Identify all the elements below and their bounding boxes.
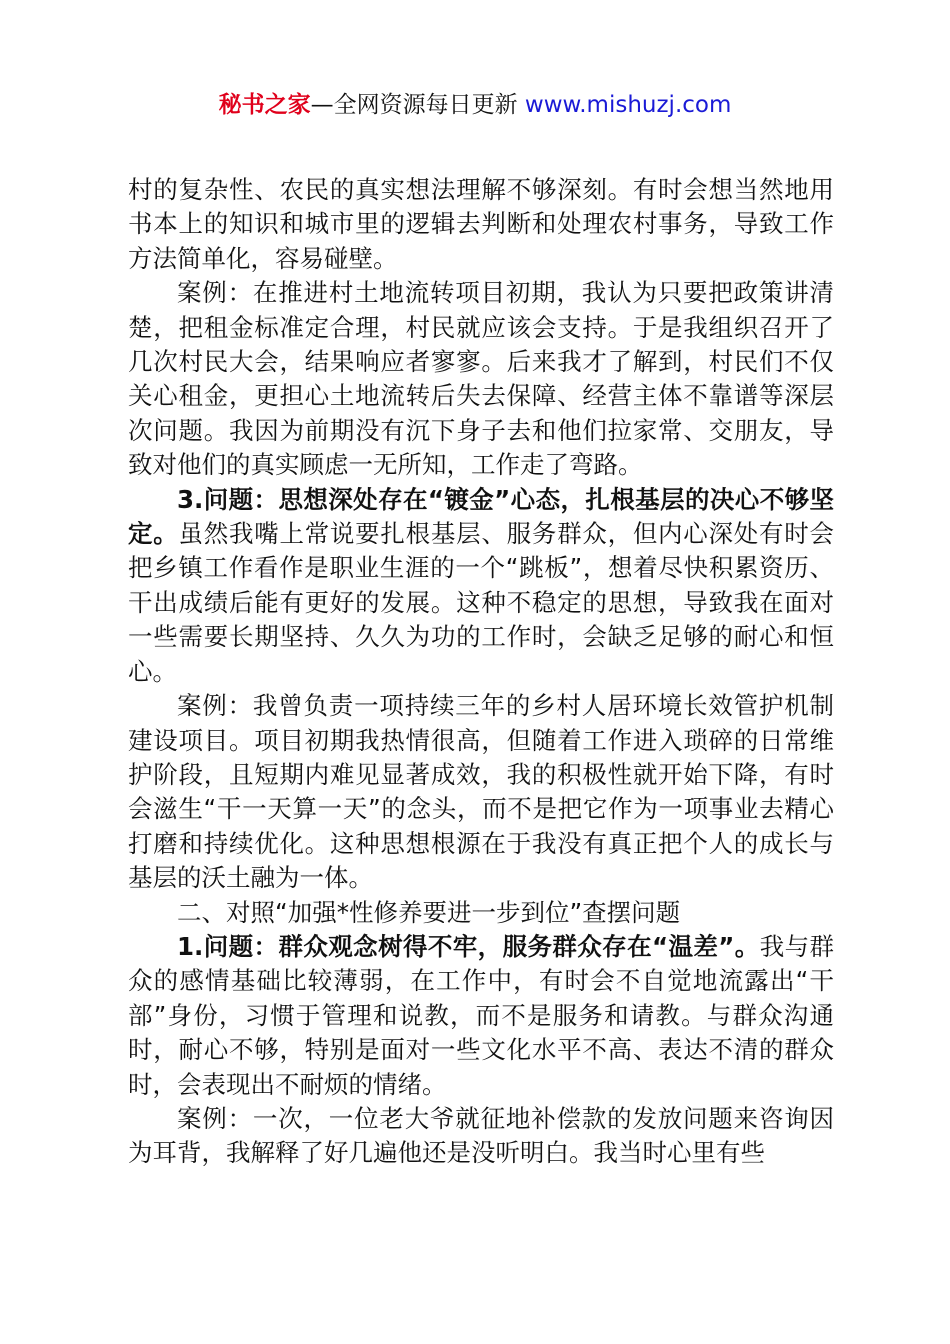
paragraph-case-environment — [128, 689, 834, 895]
section-heading-2 — [128, 896, 834, 930]
site-url[interactable]: www.mishuzj.com — [524, 92, 732, 118]
paragraph-text: 村的复杂性、农民的真实想法理解不够深刻。有时会想当然地用书本上的知识和城市里的逻辑去判断和处理农村事务，导致工作方法简单化，容易碰壁。 — [128, 175, 834, 273]
problem-heading: 3.问题：思想深处存在“镀金”心态，扎根基层的决心不够坚定。 — [128, 484, 834, 549]
paragraph-text: 二、对照“加强*性修养要进一步到位”查摆问题 — [177, 897, 681, 927]
paragraph-text: 案例：在推进村土地流转项目初期，我认为只要把政策讲清楚，把租金标准定合理，村民就应该会支持。于是我组织召开了几次村民大会，结果响应者寥寥。后来我才了解到，村民们不仅关心租金，更担心土地流转后失去保障、经营主体不靠谱等深层次问题。我因为前期没有沉下身子去和他们拉家常、交朋友，导致对他们的真实顾虑一无所知，工作走了弯路。 — [128, 278, 834, 480]
paragraph-case-land-transfer — [128, 276, 834, 482]
paragraph-continuation — [128, 173, 834, 276]
header-tagline: —全网资源每日更新 — [310, 92, 525, 118]
paragraph-text: 案例：我曾负责一项持续三年的乡村人居环境长效管护机制建设项目。项目初期我热情很高，但随着工作进入琐碎的日常维护阶段，且短期内难见显著成效，我的积极性就开始下降，有时会滋生“干一天算一天”的念头，而不是把它作为一项事业去精心打磨和持续优化。这种思想根源在于我没有真正把个人的成长与基层的沃土融为一体。 — [128, 691, 834, 893]
problem-heading: 1.问题：群众观念树得不牢，服务群众存在“温差”。 — [177, 931, 760, 961]
paragraph-problem-3 — [128, 483, 834, 689]
brand-name: 秘书之家 — [218, 92, 311, 118]
paragraph-case-compensation — [128, 1102, 834, 1171]
paragraph-text: 虽然我嘴上常说要扎根基层、服务群众，但内心深处有时会把乡镇工作看作是职业生涯的一个“跳板”，想着尽快积累资历、干出成绩后能有更好的发展。这种不稳定的思想，导致我在面对一些需要长期坚持、久久为功的工作时，会缺乏足够的耐心和恒心。 — [128, 519, 835, 686]
paragraph-text: 我与群众的感情基础比较薄弱，在工作中，有时会不自觉地流露出“干部”身份，习惯于管理和说教，而不是服务和请教。与群众沟通时，耐心不够，特别是面对一些文化水平不高、表达不清的群众时，会表现出不耐烦的情绪。 — [128, 931, 835, 1099]
document-body — [128, 173, 834, 1171]
paragraph-problem-1 — [128, 930, 834, 1102]
paragraph-text: 案例：一次，一位老大爷就征地补偿款的发放问题来咨询因为耳背，我解释了好几遍他还是没听明白。我当时心里有些 — [128, 1103, 834, 1168]
site-header — [0, 88, 950, 122]
